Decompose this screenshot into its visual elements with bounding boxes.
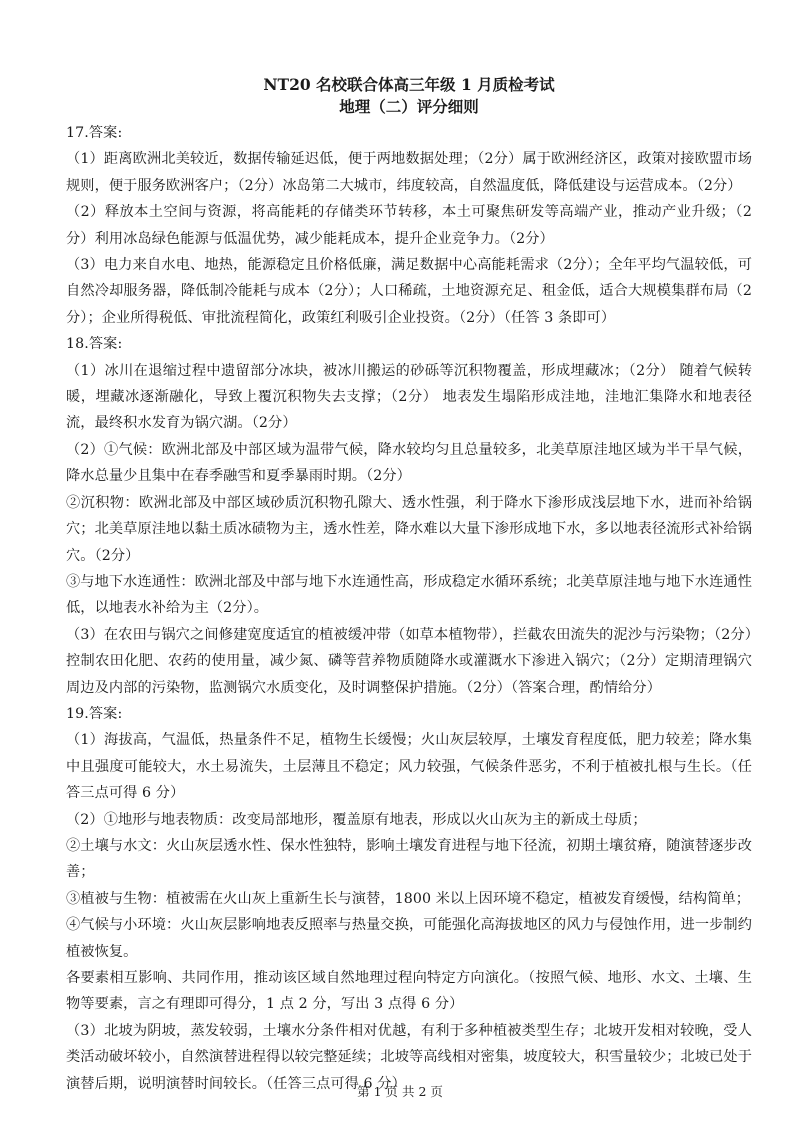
answer-content [66,120,752,1097]
answer-section-19 [66,701,752,1097]
answer-paragraph: （1）冰川在退缩过程中遗留部分冰块，被冰川搬运的砂砾等沉积物覆盖，形成埋藏冰；（2分） 随着气候转暖，埋藏冰逐渐融化，导致上覆沉积物失去支撑；（2分） 地表发生塌陷形成洼地，洼地汇集降水和地表径流，最终积水发育为锅穴湖。（2分） [66,362,752,432]
answer-paragraph: ②土壤与水文：火山灰层透水性、保水性独特，影响土壤发育进程与地下径流，初期土壤贫瘠，随演替逐步改善； [66,837,752,881]
document-title: NT20 名校联合体高三年级 1 月质检考试 [263,75,555,94]
answer-section-17 [66,120,752,331]
answer-paragraph: ④气候与小环境：火山灰层影响地表反照率与热量交换，可能强化高海拔地区的风力与侵蚀作用，进一步制约植被恢复。 [66,917,752,960]
answer-paragraph: （2）①气候：欧洲北部及中部区域为温带气候，降水较均匀且总量较多，北美草原洼地区域为半干旱气候，降水总量少且集中在春季融雪和夏季暴雨时期。（2分） [66,441,752,485]
answer-paragraph: （2）①地形与地表物质：改变局部地形，覆盖原有地表，形成以火山灰为主的新成土母质； [66,811,647,828]
answer-section-18 [66,331,752,701]
question-heading: 18.答案: [66,336,123,353]
answer-paragraph: （3）北坡为阴坡，蒸发较弱，土壤水分条件相对优越，有利于多种植被类型生存；北坡开发相对较晚，受人类活动破坏较小，自然演替进程得以较完整延续；北坡等高线相对密集，坡度较大，积雪量较少；北坡已处于演替后期，说明演替时间较长。（任答三点可得 6 分） [66,1022,752,1092]
answer-paragraph: 各要素相互影响、共同作用，推动该区域自然地理过程向特定方向演化。（按照气候、地形、水文、土壤、生物等要素，言之有理即可得分，1 点 2 分，写出 3 点得 6 分） [66,970,752,1013]
answer-paragraph: ②沉积物：欧洲北部及中部区域砂质沉积物孔隙大、透水性强，利于降水下渗形成浅层地下水，进而补给锅穴；北美草原洼地以黏土质冰碛物为主，透水性差，降水难以大量下渗形成地下水，多以地表径流形式补给锅穴。（2分） [66,494,752,564]
answer-paragraph: （1）海拔高，气温低，热量条件不足，植物生长缓慢；火山灰层较厚，土壤发育程度低，肥力较差；降水集中且强度可能较大，水土易流失，土层薄且不稳定；风力较强，气候条件恶劣，不利于植被扎根与生长。（任答三点可得 6 分） [66,732,752,802]
question-heading: 19.答案: [66,705,123,722]
answer-paragraph: （3）在农田与锅穴之间修建宽度适宜的植被缓冲带（如草本植物带），拦截农田流失的泥沙与污染物；（2分）控制农田化肥、农药的使用量，减少氮、磷等营养物质随降水或灌溉水下渗进入锅穴；（2分）定期清理锅穴周边及内部的污染物，监测锅穴水质变化，及时调整保护措施。（2分）（答案合理，酌情给分） [66,626,752,696]
answer-paragraph: ③植被与生物：植被需在火山灰上重新生长与演替，1800 米以上因环境不稳定，植被发育缓慢，结构简单； [66,890,751,907]
document-subtitle: 地理（二）评分细则 [339,97,479,116]
question-heading: 17.答案: [66,125,123,141]
answer-paragraph: （1）距离欧洲北美较近，数据传输延迟低，便于两地数据处理；（2分）属于欧洲经济区，政策对接欧盟市场规则，便于服务欧洲客户；（2分）冰岛第二大城市，纬度较高，自然温度低，降低建设与运营成本。（2分） [66,151,752,194]
answer-paragraph: ③与地下水连通性：欧洲北部及中部与地下水连通性高，形成稳定水循环系统；北美草原洼地与地下水连通性低，以地表水补给为主（2分）。 [66,573,752,617]
answer-paragraph: （2）释放本土空间与资源，将高能耗的存储类环节转移，本土可聚焦研发等高端产业，推动产业升级；（2分）利用冰岛绿色能源与低温优势，减少能耗成本，提升企业竞争力。（2分） [66,204,752,247]
answer-paragraph: （3）电力来自水电、地热，能源稳定且价格低廉，满足数据中心高能耗需求（2分）；全年平均气温较低，可自然冷却服务器，降低制冷能耗与成本（2分）；人口稀疏，土地资源充足、租金低，适合大规模集群布局（2分）；企业所得税低、审批流程简化，政策红利吸引企业投资。（2分）（任答 3 条即可） [66,257,752,326]
page-number: 第 1 页 共 2 页 [357,1084,443,1099]
